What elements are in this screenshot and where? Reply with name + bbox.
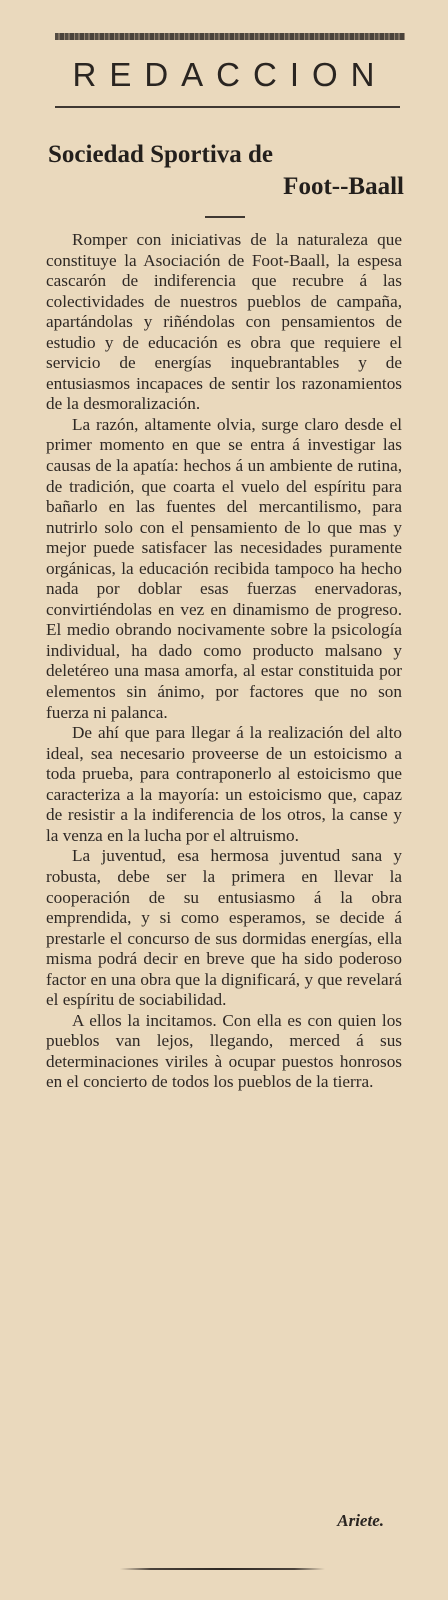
section-header: REDACCION	[72, 56, 388, 93]
bottom-ornamental-rule	[120, 1568, 325, 1570]
article-paragraph: La juventud, esa hermosa juventud sana y robusta, debe ser la primera en llevar la cooperación de su entusiasmo á la obra emprendida, y si como esperamos, se decide á prestarle el concurso de sus dormidas energías, ella misma podrá decir en breve que ha sido poderoso factor en una obra que la dignificará, y que revelará el espíritu de sociabilidad.	[46, 846, 402, 1010]
article-title-line-2: Foot--Baall	[283, 173, 404, 200]
top-ornamental-rule	[55, 33, 405, 40]
article-paragraph: La razón, altamente olvia, surge claro desde el primer momento en que se entra á investigar las causas de la apatía: hechos á un ambiente de rutina, de tradición, que coarta el vuelo del espíritu para bañarlo en las fuentes del mercantilismo, para nutrirlo solo con el pensamiento de lo que mas y mejor puede satisfacer las necesidades puramente orgánicas, la educación recibida tampoco ha hecho nada por doblar esas fuerzas enervadoras, convirtiéndolas en vez en dinamismo de progreso. El medio obrando nocivamente sobre la psicología individual, ha dado como producto malsano y deletéreo una masa amorfa, al estar constituida por elementos sin ánimo, por factores que no son fuerza ni palanca.	[46, 414, 402, 722]
article-paragraph: Romper con iniciativas de la naturaleza que constituye la Asociación de Foot-Baall, la espesa cascarón de indiferencia que recubre á las colectividades de nuestros pueblos de campaña, apartándolas y riñéndolas con pensamientos de estudio y de educación es obra que requiere el servicio de energías inquebrantables y de entusiasmos incapaces de sentir los razonamientos de la desmoralización.	[46, 230, 402, 414]
article-paragraph: A ellos la incitamos. Con ella es con quien los pueblos van lejos, llegando, merced á sus determinaciones viriles à ocupar puestos honrosos en el concierto de todos los pueblos de la tierra.	[46, 1010, 402, 1092]
article-paragraph: De ahí que para llegar á la realización del alto ideal, sea necesario proveerse de un estoicismo a toda prueba, para contraponerlo al estoicismo que caracteriza a la mayoría: un estoicismo que, capaz de resistir a la indiferencia de los otros, la canse y la venza en la lucha por el altruismo.	[46, 723, 402, 845]
article-title-line-1: Sociedad Sportiva de	[48, 141, 274, 168]
title-separator-dash	[205, 216, 245, 218]
header-rule	[55, 106, 400, 108]
article-body	[46, 230, 402, 1093]
article-signature: Ariete.	[337, 1511, 384, 1530]
